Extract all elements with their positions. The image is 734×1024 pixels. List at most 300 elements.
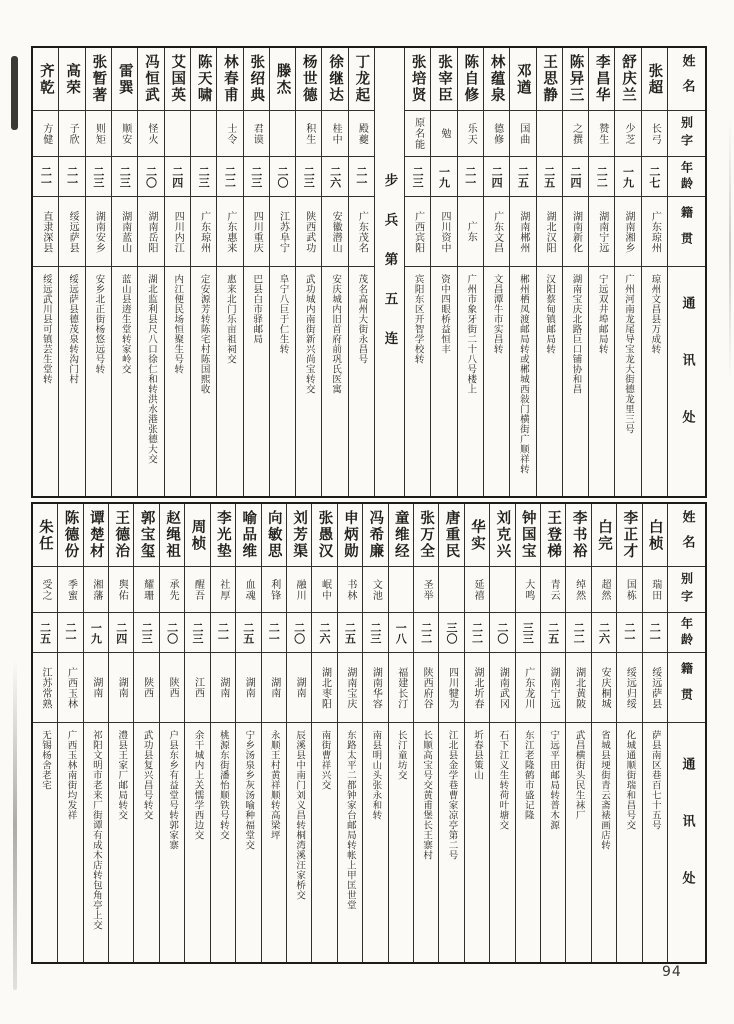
person-column <box>133 504 158 962</box>
person-zi-text: 绰然 <box>573 578 585 601</box>
person-contact <box>296 266 321 496</box>
person-contact-text: 长顺高宝号交黄甫堡长王寨村 <box>421 730 433 860</box>
person-zi <box>615 110 640 156</box>
person-contact-text: 茂名高州大街永昌号 <box>356 274 368 364</box>
person-name-text: 张绍典 <box>248 54 265 104</box>
person-contact-text: 化城通顺街瑞和昌号交 <box>624 730 636 830</box>
person-contact <box>244 266 269 496</box>
person-age <box>541 612 565 652</box>
person-zi-text: 圣举 <box>421 578 433 601</box>
person-native-text: 湖南华容 <box>370 666 382 709</box>
person-name <box>270 48 295 110</box>
person-native <box>211 652 235 722</box>
person-age <box>287 612 311 652</box>
person-age-text: 二五 <box>241 621 255 644</box>
person-zi <box>160 566 184 612</box>
person-name-text: 王登梯 <box>545 510 562 560</box>
person-zi <box>405 110 430 156</box>
header-contact <box>668 722 705 962</box>
roster-table-top <box>31 46 707 498</box>
person-contact-text: 户县东乡有益堂号转郭家寨 <box>167 730 179 850</box>
person-zi <box>191 110 216 156</box>
person-age-text: 二六 <box>318 621 332 644</box>
person-age-text: 二六 <box>328 165 342 188</box>
person-age <box>642 156 667 196</box>
person-contact-text: 澧县王家厂邮局转交 <box>116 730 128 820</box>
person-contact <box>84 722 108 962</box>
person-contact-text: 湖南宝庆北路巨口铺协和昌 <box>570 274 582 394</box>
person-native-text: 湖北黄陂 <box>573 666 585 709</box>
person-age-text: 二一 <box>267 621 281 644</box>
person-column <box>216 48 242 496</box>
person-age <box>338 612 362 652</box>
person-name <box>138 48 163 110</box>
person-contact-text: 桃源东街潘怡顺铁号转交 <box>217 730 229 840</box>
person-zi-text: 积生 <box>303 122 315 145</box>
person-contact <box>191 266 216 496</box>
person-column <box>286 504 311 962</box>
person-age <box>270 156 295 196</box>
header-age-text: 年龄 <box>679 160 694 193</box>
person-native <box>109 652 133 722</box>
person-contact <box>389 722 413 962</box>
person-contact <box>537 266 562 496</box>
person-zi <box>287 566 311 612</box>
person-age <box>484 156 509 196</box>
person-name-text: 张暂著 <box>90 54 107 104</box>
person-native-text: 湖南 <box>90 677 102 698</box>
person-age-text: 二三 <box>368 621 382 644</box>
person-native <box>541 652 565 722</box>
person-zi <box>211 566 235 612</box>
person-zi-text: 岷中 <box>319 578 331 601</box>
person-native-text: 广东 <box>465 221 477 242</box>
person-native-text: 湖南 <box>294 677 306 698</box>
person-column <box>641 48 667 496</box>
person-name-text: 李正才 <box>621 510 638 560</box>
person-age-text: 二三 <box>118 165 132 188</box>
person-zi <box>458 110 483 156</box>
person-native <box>563 196 588 266</box>
person-age-text: 二二 <box>419 621 433 644</box>
person-zi <box>589 110 614 156</box>
person-age <box>134 612 158 652</box>
section-label: 步兵第五连 <box>381 173 398 371</box>
person-column <box>269 48 295 496</box>
person-zi <box>338 566 362 612</box>
person-name-text: 李书裕 <box>570 510 587 560</box>
person-age-text: 二一 <box>65 165 79 188</box>
person-name <box>217 48 242 110</box>
person-age <box>138 156 163 196</box>
person-age <box>211 612 235 652</box>
person-zi <box>516 566 540 612</box>
person-contact <box>270 266 295 496</box>
person-name <box>86 48 111 110</box>
person-name <box>84 504 108 566</box>
person-name <box>58 504 82 566</box>
person-name <box>296 48 321 110</box>
person-age <box>458 156 483 196</box>
person-contact-text: 石下江义生转荷叶塘交 <box>497 730 509 830</box>
person-column <box>184 504 209 962</box>
person-native-text: 湖南新化 <box>570 210 582 253</box>
person-name <box>349 48 374 110</box>
person-contact <box>431 266 456 496</box>
person-native-text: 江苏常熟 <box>40 666 52 709</box>
person-native-text: 湖南 <box>217 677 229 698</box>
person-age <box>312 612 336 652</box>
person-age <box>589 156 614 196</box>
person-name-text: 华实 <box>468 518 485 552</box>
person-name <box>516 504 540 566</box>
person-zi <box>165 110 190 156</box>
person-name <box>566 504 590 566</box>
person-native-text: 广东惠来 <box>224 210 236 253</box>
person-zi-text: 勉 <box>438 128 450 139</box>
header-column <box>667 48 705 496</box>
person-zi-text: 怪火 <box>146 122 157 145</box>
person-name <box>563 48 588 110</box>
person-name-text: 滕杰 <box>274 62 291 96</box>
person-native <box>312 652 336 722</box>
person-name-text: 张超 <box>646 62 663 96</box>
person-age-text: 二五 <box>516 165 530 188</box>
person-native <box>465 652 489 722</box>
person-age <box>389 612 413 652</box>
person-column <box>321 48 347 496</box>
header-native-text: 籍贯 <box>679 205 694 258</box>
person-column <box>388 504 413 962</box>
scan-artifact-left-top <box>11 56 18 130</box>
person-age <box>349 156 374 196</box>
header-native <box>668 652 705 722</box>
person-name <box>59 48 84 110</box>
person-zi-text: 湘藩 <box>90 578 102 601</box>
person-column <box>311 504 336 962</box>
person-age <box>563 156 588 196</box>
person-zi-text: 顺安 <box>119 122 131 145</box>
person-contact <box>217 266 242 496</box>
person-name <box>642 48 667 110</box>
person-age <box>33 156 58 196</box>
header-zi <box>668 110 705 156</box>
person-name <box>236 504 260 566</box>
person-contact <box>211 722 235 962</box>
person-column <box>438 504 463 962</box>
person-name <box>537 48 562 110</box>
section-column <box>374 48 404 496</box>
person-name-text: 齐乾 <box>37 62 54 96</box>
person-contact <box>563 266 588 496</box>
person-zi-text: 乐天 <box>465 122 477 145</box>
person-column <box>159 504 184 962</box>
person-name <box>109 504 133 566</box>
person-name <box>414 504 438 566</box>
person-contact-text: 广州河南龙尾导宝龙大街德龙里三号 <box>623 274 635 434</box>
person-zi-text: 书林 <box>344 578 356 601</box>
person-age <box>244 156 269 196</box>
person-zi <box>490 566 514 612</box>
person-native-text: 四川重庆 <box>251 210 263 253</box>
person-native-text: 湖南 <box>243 677 255 698</box>
person-native-text: 四川内江 <box>172 210 184 253</box>
person-name-text: 陈自修 <box>462 54 479 104</box>
person-native-text: 湖南宁远 <box>548 666 560 709</box>
person-zi-text: 融川 <box>294 578 306 601</box>
person-contact-text: 内江便民场恒聚生号转 <box>172 274 184 374</box>
person-contact-text: 惠来北门乐亩祖祠交 <box>224 274 236 364</box>
person-native-text: 陕西 <box>167 677 179 698</box>
person-column <box>108 504 133 962</box>
person-age <box>191 156 216 196</box>
person-zi-text: 瑞田 <box>649 578 661 601</box>
person-contact-text: 汉阳蔡甸镇邮局转 <box>544 274 556 354</box>
person-contact-text: 武功城内南街新兴尚宝转交 <box>303 274 315 394</box>
person-contact-text: 文昌潭牛市实昌转 <box>491 274 503 354</box>
person-name-text: 张培贤 <box>409 54 426 104</box>
person-zi-text: 国栋 <box>624 578 636 601</box>
person-name-text: 艾国英 <box>169 54 186 104</box>
person-zi <box>643 566 667 612</box>
person-column <box>464 504 489 962</box>
person-age <box>414 612 438 652</box>
person-age <box>490 612 514 652</box>
person-contact <box>541 722 565 962</box>
person-column <box>164 48 190 496</box>
person-native <box>185 652 209 722</box>
person-native <box>490 652 514 722</box>
header-zi-text: 别字 <box>679 571 694 608</box>
person-zi <box>510 110 535 156</box>
header-contact-text: 通讯处 <box>679 757 695 928</box>
person-age <box>439 612 463 652</box>
person-contact <box>109 722 133 962</box>
person-contact <box>490 722 514 962</box>
person-contact <box>134 722 158 962</box>
person-native <box>165 196 190 266</box>
person-column <box>489 504 514 962</box>
header-contact <box>668 266 705 496</box>
person-native-text: 湖北汉阳 <box>544 210 556 253</box>
person-age <box>592 612 616 652</box>
person-native-text: 广东琼州 <box>198 210 210 253</box>
person-age-text: 二一 <box>622 621 636 644</box>
person-contact-text: 安庆城内旧首府前巩氏医寓 <box>330 274 342 394</box>
person-age <box>160 612 184 652</box>
person-age <box>615 156 640 196</box>
person-native-text: 湖南宝庆 <box>344 666 356 709</box>
person-column <box>413 504 438 962</box>
person-zi <box>244 110 269 156</box>
person-contact-text: 东江老隆鹤市盛记隆 <box>522 730 534 820</box>
person-zi-text: 超然 <box>598 578 610 601</box>
person-contact <box>510 266 535 496</box>
person-name-text: 陈天啸 <box>195 54 212 104</box>
person-zi <box>185 566 209 612</box>
person-contact <box>287 722 311 962</box>
person-zi <box>112 110 137 156</box>
person-column <box>404 48 430 496</box>
person-age-text: 二一 <box>648 621 662 644</box>
person-zi <box>431 110 456 156</box>
person-zi-text: 耀珊 <box>141 578 153 601</box>
person-native-text: 广西宾阳 <box>412 210 424 253</box>
person-column <box>536 48 562 496</box>
person-contact <box>465 722 489 962</box>
person-age <box>112 156 137 196</box>
person-zi <box>134 566 158 612</box>
person-zi <box>541 566 565 612</box>
person-zi <box>84 566 108 612</box>
person-age-text: 二二 <box>595 165 609 188</box>
person-contact <box>405 266 430 496</box>
person-native <box>431 196 456 266</box>
person-age <box>58 612 82 652</box>
person-column <box>83 504 108 962</box>
person-zi-text: 社厚 <box>217 578 229 601</box>
person-zi-text: 青云 <box>548 578 560 601</box>
person-name-text: 雷巽 <box>116 62 133 96</box>
person-zi <box>109 566 133 612</box>
person-zi <box>138 110 163 156</box>
person-zi-text: 大鸣 <box>522 578 534 601</box>
person-name <box>484 48 509 110</box>
header-age <box>668 612 705 652</box>
header-zi <box>668 566 705 612</box>
person-zi-text: 君谟 <box>251 122 263 145</box>
header-age <box>668 156 705 196</box>
person-native <box>516 652 540 722</box>
person-name <box>287 504 311 566</box>
person-age-text: 二三 <box>197 165 211 188</box>
person-age-text: 二四 <box>170 165 184 188</box>
person-name-text: 申炳勋 <box>341 510 358 560</box>
person-native <box>59 196 84 266</box>
person-age-text: 二二 <box>572 621 586 644</box>
person-name-text: 邓遒 <box>514 62 531 96</box>
person-age <box>165 156 190 196</box>
person-native <box>617 652 641 722</box>
person-contact-text: 湖北监利县尺八口徐仁和转洪水港张德大交 <box>146 274 157 464</box>
person-column <box>85 48 111 496</box>
person-age-text: 二五 <box>343 621 357 644</box>
person-native <box>592 652 616 722</box>
person-age-text: 二四 <box>490 165 504 188</box>
person-contact <box>138 266 163 496</box>
person-name <box>134 504 158 566</box>
person-column <box>111 48 137 496</box>
person-name-text: 林春甫 <box>221 54 238 104</box>
person-name <box>643 504 667 566</box>
person-name-text: 刘芳渠 <box>291 510 308 560</box>
person-name-text: 白完 <box>595 518 612 552</box>
person-contact-text: 余干城内上关懦学西边交 <box>192 730 204 840</box>
person-contact <box>566 722 590 962</box>
person-native <box>643 652 667 722</box>
person-contact <box>338 722 362 962</box>
person-contact <box>33 722 57 962</box>
person-zi <box>33 566 57 612</box>
person-name <box>389 504 413 566</box>
person-native <box>191 196 216 266</box>
person-age <box>617 612 641 652</box>
person-contact-text: 蓝山县逩生堂转家岭交 <box>119 274 131 374</box>
header-name-text: 姓名 <box>679 510 695 560</box>
person-zi-text: 之撰 <box>570 122 582 145</box>
person-native-text: 陕西武功 <box>303 210 315 253</box>
person-name-text: 杨世德 <box>300 54 317 104</box>
person-native <box>405 196 430 266</box>
person-age-text: 二五 <box>546 621 560 644</box>
person-column <box>337 504 362 962</box>
person-native <box>217 196 242 266</box>
person-name-text: 王思静 <box>541 54 558 104</box>
person-age <box>262 612 286 652</box>
header-native-text: 籍贯 <box>679 661 694 714</box>
person-age <box>405 156 430 196</box>
person-contact-text: 阜宁八巨于仁生转 <box>277 274 289 354</box>
person-name-text: 舒庆兰 <box>620 54 637 104</box>
person-name-text: 向敏思 <box>265 510 282 560</box>
person-native <box>566 652 590 722</box>
person-name-text: 赵绳祖 <box>164 510 181 560</box>
person-name <box>112 48 137 110</box>
person-native <box>458 196 483 266</box>
person-native-text: 绥远萨县 <box>67 210 79 253</box>
person-zi <box>262 566 286 612</box>
person-column <box>565 504 590 962</box>
person-contact-text: 琼州文昌县万成转 <box>649 274 661 354</box>
person-age-text: 二四 <box>568 165 582 188</box>
person-contact <box>363 722 387 962</box>
person-column <box>562 48 588 496</box>
person-zi <box>217 110 242 156</box>
person-name-text: 郭宝玺 <box>138 510 155 560</box>
person-contact-text: 资中四眼桥益恒丰 <box>438 274 450 354</box>
header-name-text: 姓名 <box>679 54 695 104</box>
person-zi <box>312 566 336 612</box>
person-contact <box>615 266 640 496</box>
person-zi-text: 文池 <box>370 578 382 601</box>
person-name-text: 徐继达 <box>327 54 344 104</box>
roster-table-bottom <box>31 502 707 964</box>
person-column <box>483 48 509 496</box>
person-age-text: 三〇 <box>445 621 459 644</box>
person-column <box>642 504 667 962</box>
person-contact-text: 辰溪县中南门刘义昌转桐湾溪汪家桥交 <box>294 730 306 900</box>
person-zi-text: 德修 <box>491 122 503 145</box>
person-age <box>185 612 209 652</box>
person-native-text: 江苏阜宁 <box>277 210 289 253</box>
person-age-text: 一九 <box>621 165 635 188</box>
person-zi-text: 醒吾 <box>192 578 204 601</box>
person-native <box>33 652 57 722</box>
person-name-text: 林蕴泉 <box>488 54 505 104</box>
person-name-text: 刘克兴 <box>494 510 511 560</box>
person-contact <box>642 266 667 496</box>
person-name <box>33 48 58 110</box>
person-name <box>405 48 430 110</box>
person-native-text: 广东茂名 <box>356 210 368 253</box>
person-native-text: 陕西 <box>141 677 153 698</box>
person-age-text: 一九 <box>437 165 451 188</box>
person-zi <box>642 110 667 156</box>
person-zi-text: 延禧 <box>471 578 483 601</box>
person-native <box>537 196 562 266</box>
person-name <box>312 504 336 566</box>
person-name <box>458 48 483 110</box>
